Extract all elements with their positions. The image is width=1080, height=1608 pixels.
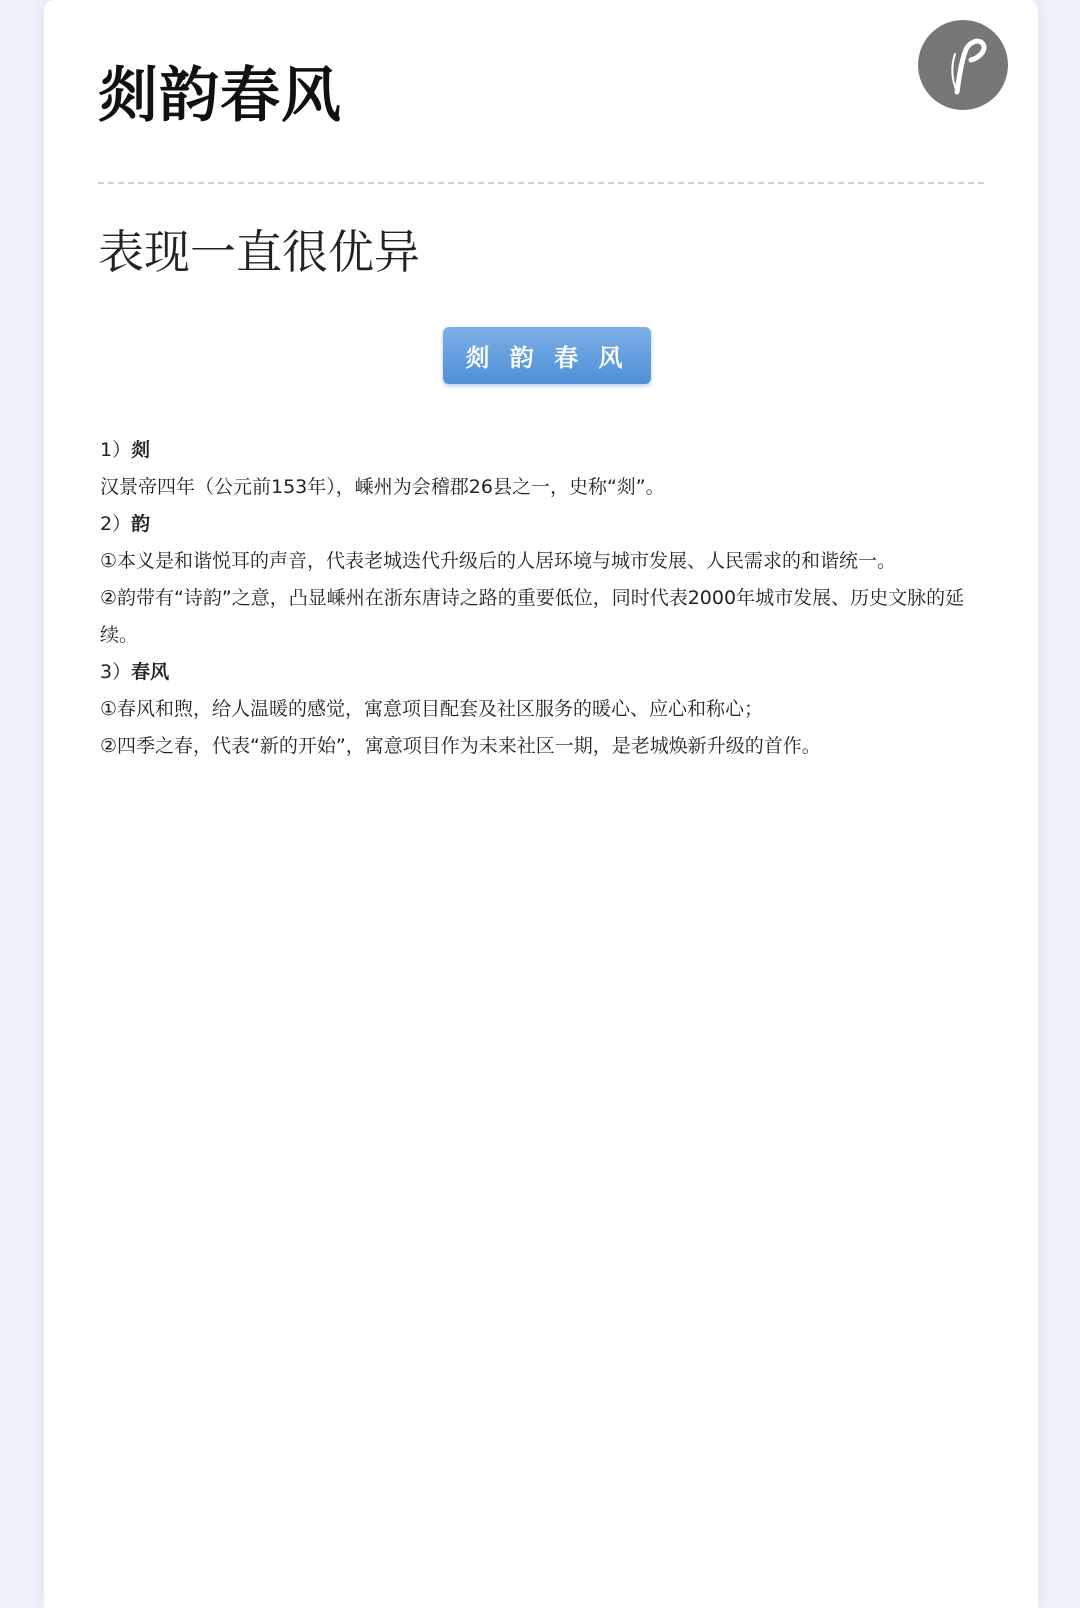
page-title: 剡韵春风 (98, 61, 342, 131)
section-number: 2） (100, 513, 132, 535)
section-text: ②四季之春，代表“新的开始”，寓意项目作为未来社区一期，是老城焕新升级的首作。 (100, 735, 821, 757)
quaver-logo-glyph (933, 30, 993, 100)
section-number: 1） (100, 439, 132, 461)
section-text: ②韵带有“诗韵”之意，凸显嵊州在浙东唐诗之路的重要低位，同时代表2000年城市发展、历史文脉的延续。 (100, 587, 965, 646)
description-content (100, 432, 1000, 765)
name-badge: 剡 韵 春 风 (443, 327, 651, 384)
section-heading (100, 432, 1000, 469)
content-card (44, 0, 1038, 1608)
section-term: 剡 (131, 439, 151, 461)
section-number: 3） (100, 661, 132, 683)
section-text: ①本义是和谐悦耳的声音，代表老城迭代升级后的人居环境与城市发展、人民需求的和谐统一。 (100, 550, 897, 572)
section-heading (100, 654, 1000, 691)
section-term: 春风 (131, 661, 170, 683)
section-text: 汉景帝四年（公元前153年），嵊州为会稽郡26县之一，史称“剡”。 (100, 476, 665, 498)
dashed-divider (98, 182, 984, 184)
section-text: ①春风和煦，给人温暖的感觉，寓意项目配套及社区服务的暖心、应心和称心； (100, 698, 764, 720)
section-heading (100, 506, 1000, 543)
quaver-logo-icon[interactable] (918, 20, 1008, 110)
section-term: 韵 (131, 513, 151, 535)
subtitle: 表现一直很优异 (98, 225, 420, 279)
